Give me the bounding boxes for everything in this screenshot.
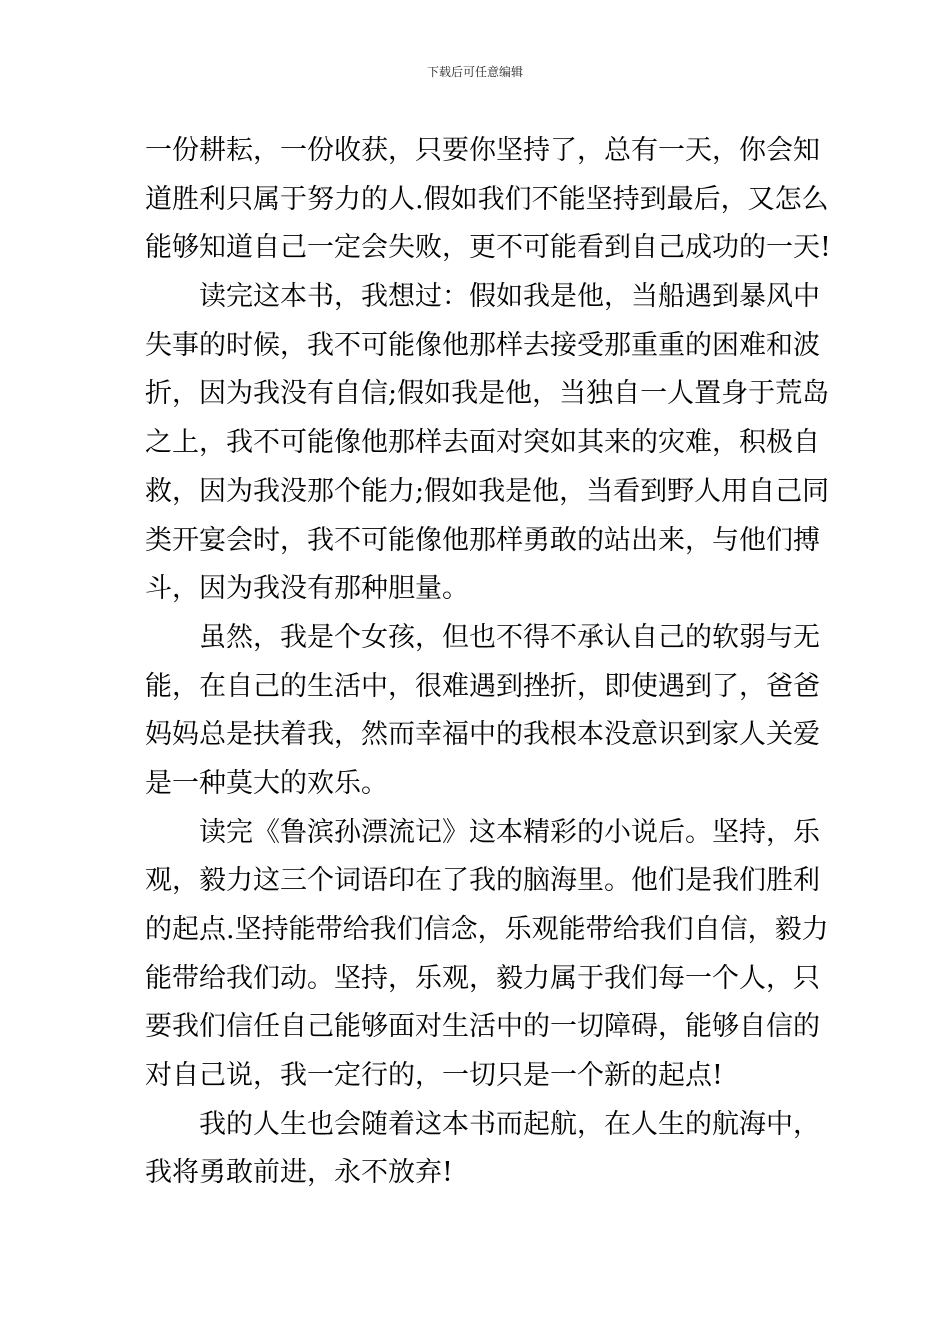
text-line: 折，因为我没有自信;假如我是他，当独自一人置身于荒岛 bbox=[145, 378, 830, 410]
document-body bbox=[145, 127, 831, 1198]
text-line: 是一种莫大的欢乐。 bbox=[145, 767, 388, 799]
text-line: 我将勇敢前进，永不放弃! bbox=[145, 1157, 453, 1189]
text-line: 之上，我不可能像他那样去面对突如其来的灾难，积极自 bbox=[145, 427, 820, 459]
text-line: 读完《鲁滨孙漂流记》这本精彩的小说后。坚持，乐 bbox=[199, 816, 820, 848]
text-line: 妈妈总是扶着我，然而幸福中的我根本没意识到家人关爱 bbox=[145, 719, 820, 751]
text-line: 要我们信任自己能够面对生活中的一切障碍，能够自信的 bbox=[145, 1011, 820, 1043]
text-line: 我的人生也会随着这本书而起航，在人生的航海中， bbox=[199, 1108, 820, 1140]
text-line: 的起点.坚持能带给我们信念，乐观能带给我们自信，毅力 bbox=[145, 914, 829, 945]
text-line: 类开宴会时，我不可能像他那样勇敢的站出来，与他们搏 bbox=[145, 524, 820, 556]
text-line: 道胜利只属于努力的人.假如我们不能坚持到最后，又怎么 bbox=[145, 183, 829, 215]
page-header: 下载后可任意编辑 bbox=[426, 65, 523, 79]
text-line: 读完这本书，我想过：假如我是他，当船遇到暴风中 bbox=[199, 281, 820, 313]
text-line: 斗，因为我没有那种胆量。 bbox=[145, 573, 469, 605]
text-line: 能够知道自己一定会失败，更不可能看到自己成功的一天! bbox=[145, 232, 831, 264]
text-line: 能带给我们动。坚持，乐观，毅力属于我们每一个人，只 bbox=[145, 962, 820, 994]
text-line: 失事的时候，我不可能像他那样去接受那重重的困难和波 bbox=[145, 329, 820, 361]
text-line: 对自己说，我一定行的，一切只是一个新的起点! bbox=[145, 1060, 723, 1092]
text-line: 一份耕耘，一份收获，只要你坚持了，总有一天，你会知 bbox=[145, 135, 820, 166]
text-line: 虽然，我是个女孩，但也不得不承认自己的软弱与无 bbox=[199, 621, 820, 653]
text-line: 能，在自己的生活中，很难遇到挫折，即使遇到了，爸爸 bbox=[145, 670, 820, 702]
text-line: 救，因为我没那个能力;假如我是他，当看到野人用自己同 bbox=[145, 475, 830, 507]
text-line: 观，毅力这三个词语印在了我的脑海里。他们是我们胜利 bbox=[145, 865, 820, 897]
